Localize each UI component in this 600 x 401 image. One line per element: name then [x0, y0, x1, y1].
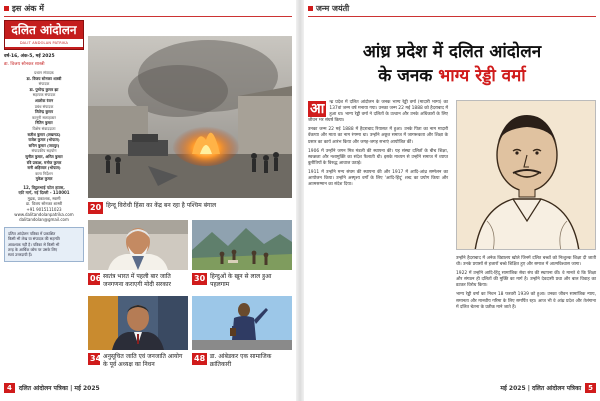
page-number-badge: 20	[90, 203, 102, 212]
page-footer	[308, 382, 596, 394]
disclaimer-line: आवश्यक नहीं है। पत्रिका से किसी भी	[8, 241, 60, 247]
paragraph-text: न्ध्र प्रदेश में दलित आंदोलन के जनक भाग्य रेड्डी वर्मा (मादारी भाग्य) का 137वां जन्म वर्ष मनाया गया। उनका जन्म 22 मई 1888 को हैदराबाद में हुआ था। भाग्य रेड्डी वर्मा ने दलितों के उत्थान और उनके अधिकारों के लिए जीवन भर संघर्ष किया।	[308, 100, 448, 124]
magazine-logo	[4, 20, 84, 50]
logo-name: दलित आंदोलन	[11, 23, 77, 37]
staff-line: सनी अहिरवार (भोपाल)	[27, 165, 61, 171]
header-rule	[4, 16, 292, 17]
disclaimer-box	[4, 227, 84, 262]
paragraph: 1906 में उन्होंने जगन मित्र मंडली की स्थापना की। यह संस्था दलितों के बीच शिक्षा, स्वच्छता और नशामुक्ति का संदेश फैलाती थी। इसके माध्यम से उन्होंने समाज में व्याप्त कुरीतियों के विरुद्ध आवाज उठाई।	[308, 148, 448, 166]
spine-gutter	[296, 0, 304, 401]
headline-line-1: आंध्र प्रदेश में दलित आंदोलन	[362, 42, 542, 62]
article-title: हिन्दू विरोधी हिंसा का केंद्र बन रहा है पश्चिम बंगाल	[106, 202, 217, 209]
staff-line: राजेश कुमार (भोपाल)	[28, 137, 60, 143]
article-tile-caste-census[interactable]	[88, 220, 188, 290]
email-link[interactable]: dalitandolan@gmail.com	[19, 217, 69, 223]
staff-line: डा. विजय सोनकर शास्त्री	[26, 75, 62, 81]
page-number-badge: 06	[90, 274, 102, 283]
address-line: 12, विट्ठलभाई पटेल हाउस,	[23, 184, 65, 190]
section-tag	[308, 2, 349, 14]
section-tag	[4, 2, 44, 14]
leader-photo	[88, 220, 188, 270]
headline-highlight: भाग्य रेड्डी वर्मा	[438, 66, 526, 86]
disclaimer-line: दलित आंदोलन पत्रिका में प्रकाशित	[8, 230, 56, 236]
address-line: डा. विजय सोनकर शास्त्री	[25, 201, 63, 207]
staff-list	[4, 70, 84, 182]
address-line: रफ़ी मार्ग, नई दिल्ली - 110001	[18, 190, 70, 196]
page-footer	[4, 382, 292, 394]
pahalgam-photo	[192, 220, 292, 270]
article-title: हिन्दुओं के खून से लाल हुआ पहलगाम	[210, 273, 272, 288]
bhagya-reddy-varma-portrait	[456, 100, 596, 250]
phone-number: +91 9015111023	[26, 206, 62, 212]
section-tag-label: जन्म जयंती	[316, 3, 350, 13]
staff-line: डा. पुष्पेन्द्र कुमार झा	[29, 86, 59, 92]
paragraph: 1911 में उन्होंने मन्य संघम की स्थापना की और 1917 में आदि-आंध्र सम्मेलन का आयोजन किया। उन्होंने अस्पृश्य वर्गों के लिए 'आदि-हिंदू' शब्द का प्रयोग किया और आत्मसम्मान का संदेश दिया।	[308, 169, 448, 188]
disclaimer-line: किसी भी लेख या संपादक की सहमति	[8, 236, 60, 242]
staff-line: कानूनी सलाहकार	[32, 114, 56, 120]
ambedkar-photo	[192, 296, 292, 350]
staff-line: मुकेश कुमार	[35, 176, 53, 182]
issue-line: वर्ष-16, अंक-5, मई 2025	[4, 54, 55, 59]
caption-ambedkar	[192, 353, 292, 368]
caption-obituary	[88, 353, 188, 368]
headline-line-2	[308, 64, 596, 88]
staff-line: विशेष संवाददाता	[32, 125, 56, 131]
feature-headline	[308, 40, 596, 88]
staff-line: संपादक	[38, 81, 50, 87]
header-rule	[308, 16, 596, 17]
paragraph: उनका जन्म 22 मई 1888 में हैदराबाद रियासत में हुआ। उनके पिता का नाम मादारी वेंकय्या और माता का नाम रंगम्मा था। उन्होंने अछूत समाज में जागरूकता और शिक्षा के प्रसार का कार्य आरंभ किया और जगह-जगह सभाएं आयोजित कीं।	[308, 127, 448, 145]
article-tile-obituary[interactable]	[88, 296, 188, 376]
logo-subtitle: DALIT ANDOLAN PATRIKA	[5, 39, 83, 47]
staff-line: आलोक रंजन	[34, 97, 54, 103]
staff-line: संपादकीय सहयोग	[31, 148, 57, 154]
article-title: स्वतंत्र भारत में पहली बार जाति जनगणना कराएगी मोदी सरकार	[103, 273, 171, 288]
staff-line: सचिन कुमार (जयपुर)	[28, 142, 60, 148]
address-line: मुद्रक, प्रकाशक, स्वामी	[27, 195, 61, 201]
page-number-badge: 48	[194, 354, 206, 363]
footer-text: मई 2025 | दलित आंदोलन पत्रिका	[500, 385, 582, 392]
caption-west-bengal	[88, 202, 292, 214]
article-title: डा. आंबेडकर एक सामाजिक क्रांतिकारी	[209, 353, 272, 368]
disclaimer-line: तरह के आर्थिक कोष पर उसके लिए	[8, 246, 58, 252]
caption-caste-census	[88, 273, 188, 288]
paragraph: 1922 में उन्होंने आदि-हिंदू सामाजिक सेवा संघ की स्थापना की। वे मानते थे कि शिक्षा और संगठन ही दलितों की मुक्ति का मार्ग है। उन्होंने देवदासी प्रथा और बाल विवाह का डटकर विरोध किया।	[456, 271, 596, 289]
office-address	[4, 185, 84, 223]
bullet-icon	[4, 6, 9, 11]
staff-line: सहायक संपादक	[32, 92, 56, 98]
staff-line: सुनील कुमार, अमित कुमार	[25, 153, 63, 159]
paragraph: उन्होंने हैदराबाद में अनेक विद्यालय खोले जिनमें दलित बच्चों को निःशुल्क शिक्षा दी जाती थी। उनके प्रयासों से हजारों बच्चे शिक्षित हुए और समाज में आत्मविश्वास जागा।	[456, 256, 596, 268]
staff-line: सतीश कुमार (लखनऊ)	[27, 131, 61, 137]
chief-editor: डा. विजय सोनकर शास्त्री	[4, 62, 45, 67]
staff-line: प्रधान संपादक	[34, 70, 54, 75]
article-tile-west-bengal[interactable]	[88, 36, 292, 216]
section-tag-label: इस अंक में	[12, 3, 44, 13]
bullet-icon	[308, 6, 313, 11]
footer-text: दलित आंदोलन पत्रिका | मई 2025	[18, 385, 100, 392]
chairman-photo	[88, 296, 188, 350]
staff-line: कला निर्देशन	[35, 170, 53, 176]
staff-line: रवि प्रकाश, मनोज कुमार	[26, 159, 62, 165]
masthead	[4, 20, 84, 372]
headline-prefix: के जनक	[378, 66, 439, 86]
staff-line: प्रबंध संपादक	[34, 103, 54, 109]
article-column-1	[308, 100, 448, 191]
drop-cap: आ	[310, 101, 325, 117]
paragraph	[308, 100, 448, 124]
page-number-badge: 30	[194, 274, 206, 283]
article-tile-ambedkar[interactable]	[192, 296, 292, 376]
caption-pahalgam	[192, 273, 292, 288]
page-number: 5	[585, 383, 596, 393]
article-body	[308, 100, 596, 378]
website-link[interactable]: www.dalitandolanpatrika.com	[14, 211, 74, 217]
page-number-badge: 34	[90, 354, 102, 363]
article-tile-pahalgam[interactable]	[192, 220, 292, 290]
page-number: 4	[4, 383, 15, 393]
riot-photo	[88, 36, 292, 198]
contents-page	[0, 0, 296, 401]
article-column-2	[456, 256, 596, 314]
staff-line: जितेन्द्र कुमार	[34, 109, 54, 115]
disclaimer-line: स्वयं उत्तरदायी हैं।	[8, 252, 33, 258]
paragraph: भाग्य रेड्डी वर्मा का निधन 18 फरवरी 1939 को हुआ। उनका जीवन सामाजिक न्याय, समानता और मानवीय गरिमा के लिए समर्पित रहा। आज भी वे आंध्र प्रदेश और तेलंगाना में दलित चेतना के प्रतीक माने जाते हैं।	[456, 292, 596, 310]
staff-line: नितिन कुमार	[35, 120, 53, 126]
article-title: अनुसूचित जाति एवं जनजाति आयोग के पूर्व अध्यक्ष का निधन	[103, 353, 183, 368]
feature-page	[304, 0, 600, 401]
